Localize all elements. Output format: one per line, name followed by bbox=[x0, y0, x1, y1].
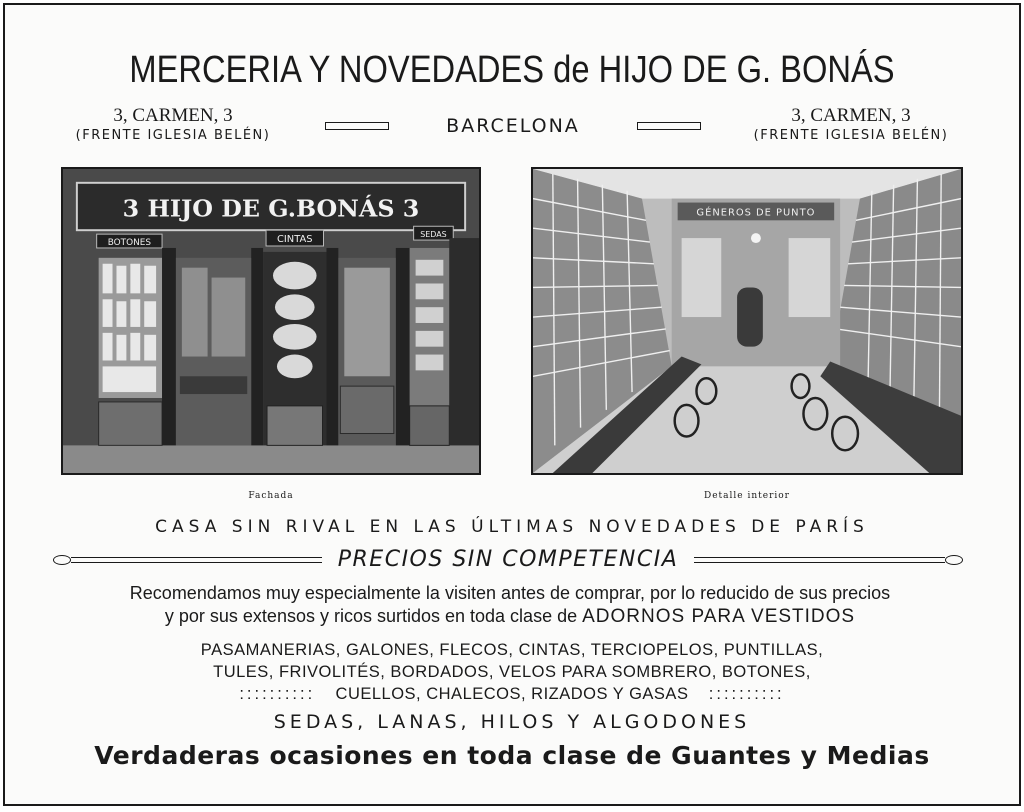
items-line-3 bbox=[5, 685, 1019, 704]
facade-main-sign: 3 HIJO DE G.BONÁS 3 bbox=[122, 194, 420, 223]
address-right-street: 3, CARMEN, 3 bbox=[791, 105, 911, 126]
ornament-bar-right bbox=[637, 122, 701, 130]
interior-illustration bbox=[533, 169, 961, 473]
page-title: MERCERIA Y NOVEDADES de HIJO DE G. BONÁS bbox=[129, 49, 895, 91]
body-line-1: Recomendamos muy especialmente la visiten antes de comprar, por lo reducido de sus precios bbox=[129, 583, 891, 603]
sign-sedas: SEDAS bbox=[420, 230, 447, 240]
city-name: BARCELONA bbox=[446, 115, 580, 137]
closing-line: Verdaderas ocasiones en toda clase de Guantes y Medias bbox=[94, 741, 930, 770]
facade-photo bbox=[61, 167, 481, 475]
prices-title: PRECIOS SIN COMPETENCIA bbox=[337, 547, 679, 572]
items-line-2: TULES, FRIVOLITÉS, BORDADOS, VELOS PARA SOMBRERO, BOTONES, bbox=[213, 663, 811, 681]
scroll-ornament-left-icon bbox=[53, 555, 71, 565]
prices-banner bbox=[53, 547, 963, 572]
slogan: CASA SIN RIVAL EN LAS ÚLTIMAS NOVEDADES DE PARÍS bbox=[155, 517, 869, 537]
advertisement-page bbox=[3, 3, 1021, 806]
sign-botones: BOTONES bbox=[107, 238, 152, 248]
body-line-2-prefix: y por sus extensos y ricos surtidos en toda clase de bbox=[164, 606, 578, 626]
materials-line: SEDAS, LANAS, HILOS Y ALGODONES bbox=[273, 711, 751, 733]
address-right-note: (FRENTE IGLESIA BELÉN) bbox=[753, 128, 949, 143]
interior-photo bbox=[531, 167, 963, 475]
facade-illustration bbox=[63, 169, 479, 473]
city-row bbox=[325, 115, 701, 137]
colon-ornament-right: :::::::::: bbox=[708, 685, 785, 703]
address-left-street: 3, CARMEN, 3 bbox=[113, 105, 233, 126]
items-line-1: PASAMANERIAS, GALONES, FLECOS, CINTAS, TERCIOPELOS, PUNTILLAS, bbox=[200, 641, 824, 659]
address-right bbox=[721, 105, 981, 143]
sign-cintas: CINTAS bbox=[276, 234, 313, 246]
colon-ornament-left: :::::::::: bbox=[239, 685, 316, 703]
address-left-note: (FRENTE IGLESIA BELÉN) bbox=[75, 128, 271, 143]
ornament-rule-left bbox=[71, 557, 322, 563]
interior-sign: GÉNEROS DE PUNTO bbox=[696, 207, 816, 219]
address-left bbox=[43, 105, 303, 143]
interior-caption: Detalle interior bbox=[704, 491, 790, 501]
ornament-rule-right bbox=[694, 557, 945, 563]
ornament-bar-left bbox=[325, 122, 389, 130]
items-line-3-text: CUELLOS, CHALECOS, RIZADOS Y GASAS bbox=[335, 685, 689, 703]
scroll-ornament-right-icon bbox=[945, 555, 963, 565]
body-line-2-caps: ADORNOS PARA VESTIDOS bbox=[582, 606, 856, 627]
body-line-2 bbox=[55, 606, 965, 628]
facade-caption: Fachada bbox=[248, 491, 294, 501]
